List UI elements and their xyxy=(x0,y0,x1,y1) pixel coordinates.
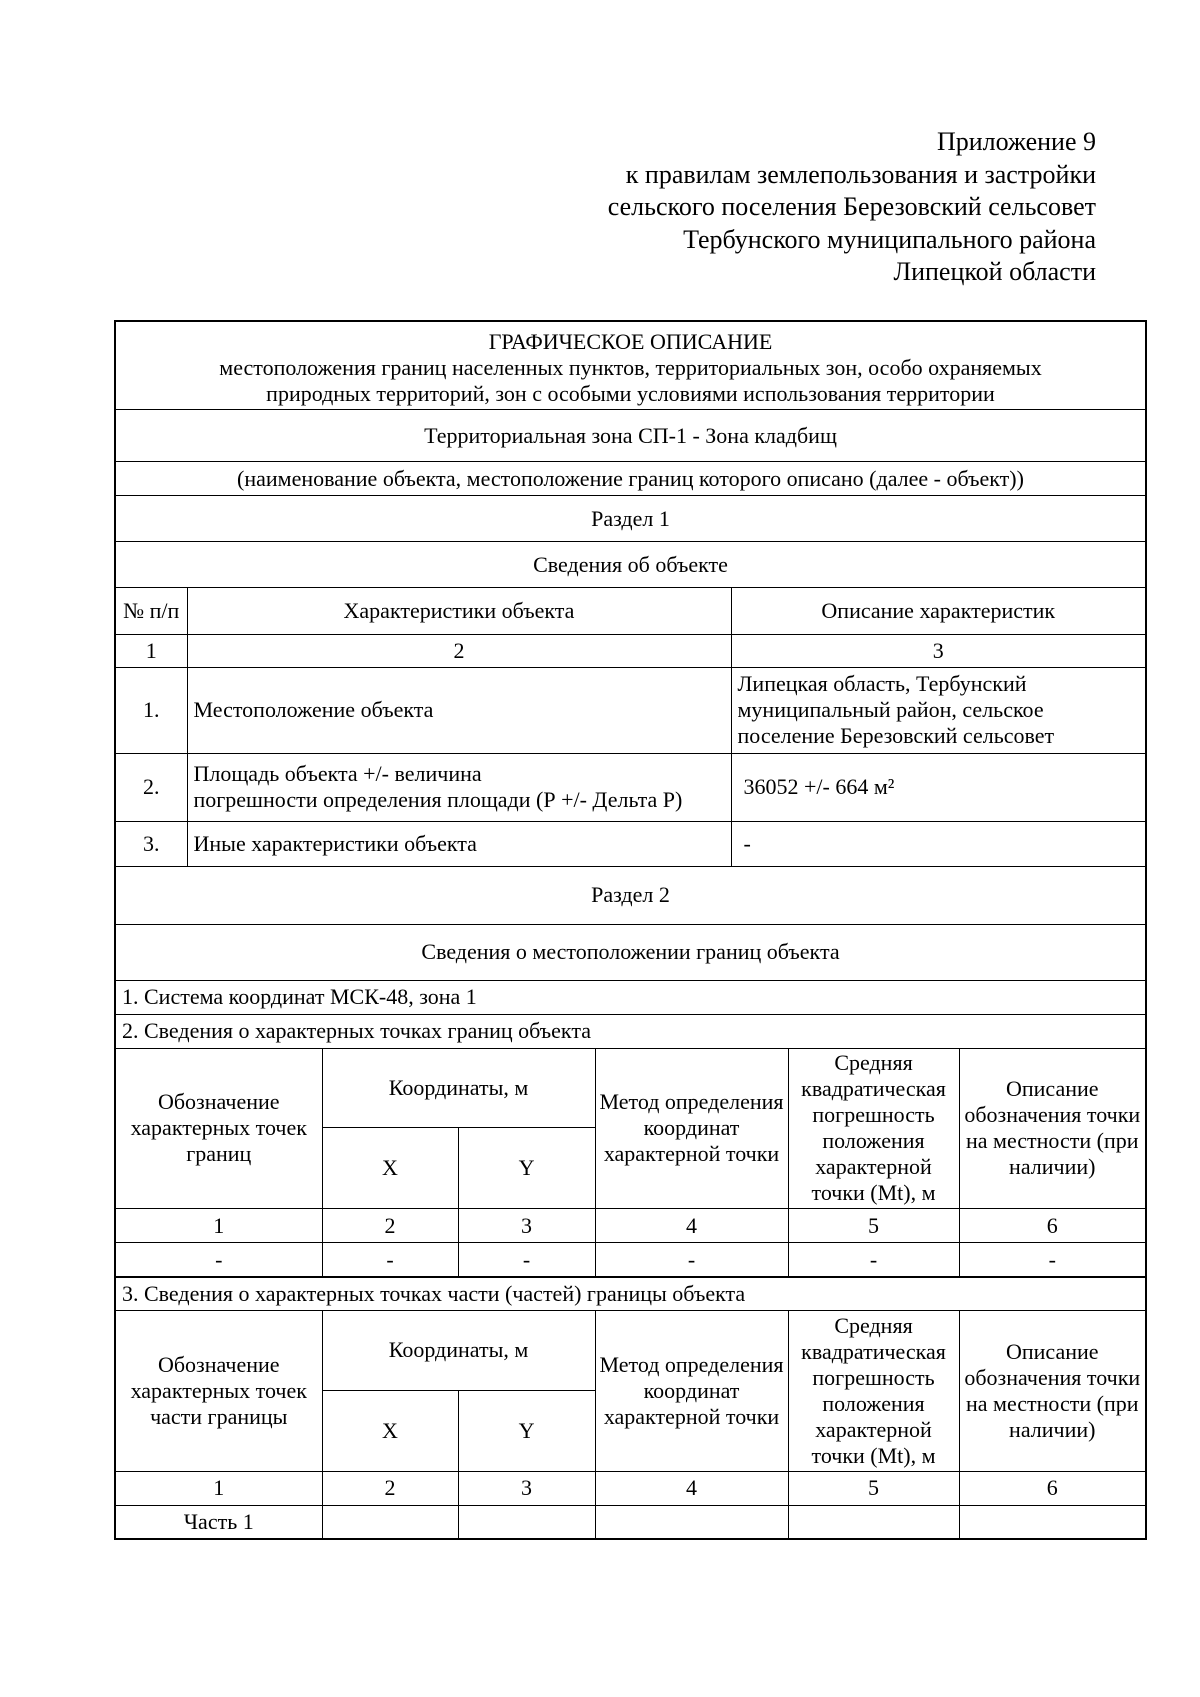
row-number: 3. xyxy=(116,821,187,866)
name-line: погрешности определения площади (Р +/- Дельта Р) xyxy=(193,787,683,812)
points-header-designation: Обозначение характерных точек границ xyxy=(116,1049,322,1209)
name-line: Площадь объекта +/- величина xyxy=(193,761,482,786)
section1-subtitle: Сведения об объекте xyxy=(116,542,1145,588)
header-line: Приложение 9 xyxy=(936,127,1096,156)
characteristic-description: - xyxy=(731,821,1145,866)
part-label: Часть 1 xyxy=(116,1505,322,1538)
row-number: 2. xyxy=(116,753,187,821)
table-cell xyxy=(595,1505,788,1538)
points-table xyxy=(116,1049,1145,1278)
parts-header-method: Метод определения координат характерной точки xyxy=(595,1311,788,1471)
column-number: 4 xyxy=(595,1209,788,1243)
header-line: Тербунского муниципального района xyxy=(683,224,1096,254)
points-header-description: Описание обозначения точки на местности (при наличии) xyxy=(959,1049,1145,1209)
section2-title: Раздел 2 xyxy=(116,867,1145,925)
column-number: 1 xyxy=(116,1471,322,1505)
table-cell xyxy=(458,1505,595,1538)
parts-header-y: Y xyxy=(458,1390,595,1471)
table-header: Описание характеристик xyxy=(731,588,1145,634)
points-header-method: Метод определения координат характерной точки xyxy=(595,1049,788,1209)
table-row xyxy=(116,753,1145,821)
form-title-sub: природных территорий, зон с особыми условиями использования территории xyxy=(266,380,995,406)
table-cell xyxy=(322,1505,458,1538)
object-info-table xyxy=(116,588,1145,867)
points-header-coordinates: Координаты, м xyxy=(322,1049,595,1128)
points-title: 2. Сведения о характерных точках границ объекта xyxy=(116,1015,1145,1049)
table-row xyxy=(116,667,1145,753)
object-name: Территориальная зона СП-1 - Зона кладбищ xyxy=(116,410,1145,462)
parts-header-coordinates: Координаты, м xyxy=(322,1311,595,1390)
column-number: 6 xyxy=(959,1471,1145,1505)
header-line: Липецкой области xyxy=(893,257,1096,286)
column-number: 3 xyxy=(731,634,1145,667)
parts-table xyxy=(116,1311,1145,1538)
coordinate-system: 1. Система координат МСК-48, зона 1 xyxy=(116,981,1145,1015)
graphic-description-form xyxy=(114,320,1147,1540)
characteristic-description xyxy=(731,667,1145,753)
table-row xyxy=(116,1505,1145,1538)
header-line: к правилам землепользования и застройки xyxy=(625,159,1096,189)
parts-header-error: Средняя квадратическая погрешность положения характерной точки (Mt), м xyxy=(788,1311,959,1471)
section1-title: Раздел 1 xyxy=(116,496,1145,542)
description-line: Липецкая область, Тербунский xyxy=(737,671,1027,696)
table-cell: - xyxy=(959,1243,1145,1277)
form-title-main: ГРАФИЧЕСКОЕ ОПИСАНИЕ xyxy=(488,328,773,354)
table-cell: - xyxy=(595,1243,788,1277)
column-number: 2 xyxy=(322,1471,458,1505)
form-title xyxy=(116,322,1145,410)
table-cell: - xyxy=(322,1243,458,1277)
table-row xyxy=(116,1243,1145,1277)
column-number: 3 xyxy=(458,1209,595,1243)
description-line: муниципальный район, сельское xyxy=(737,697,1044,722)
column-number: 4 xyxy=(595,1471,788,1505)
table-cell xyxy=(788,1505,959,1538)
table-cell xyxy=(959,1505,1145,1538)
points-header-error: Средняя квадратическая погрешность положения характерной точки (Mt), м xyxy=(788,1049,959,1209)
column-number: 3 xyxy=(458,1471,595,1505)
object-caption: (наименование объекта, местоположение границ которого описано (далее - объект)) xyxy=(116,462,1145,496)
characteristic-description: 36052 +/- 664 м² xyxy=(731,753,1145,821)
table-header: Характеристики объекта xyxy=(187,588,731,634)
column-number: 1 xyxy=(116,1209,322,1243)
characteristic-name: Местоположение объекта xyxy=(187,667,731,753)
row-number: 1. xyxy=(116,667,187,753)
points-header-y: Y xyxy=(458,1128,595,1209)
characteristic-name: Иные характеристики объекта xyxy=(187,821,731,866)
column-number: 6 xyxy=(959,1209,1145,1243)
section2-subtitle: Сведения о местоположении границ объекта xyxy=(116,925,1145,981)
column-number: 5 xyxy=(788,1209,959,1243)
column-number: 2 xyxy=(187,634,731,667)
description-line: поселение Березовский сельсовет xyxy=(737,723,1055,748)
column-number: 5 xyxy=(788,1471,959,1505)
parts-header-x: X xyxy=(322,1390,458,1471)
document-header xyxy=(608,126,1096,289)
form-title-sub: местоположения границ населенных пунктов, территориальных зон, особо охраняемых xyxy=(219,354,1042,380)
table-row xyxy=(116,821,1145,866)
column-number: 1 xyxy=(116,634,187,667)
points-header-x: X xyxy=(322,1128,458,1209)
table-header: № п/п xyxy=(116,588,187,634)
characteristic-name xyxy=(187,753,731,821)
table-cell: - xyxy=(458,1243,595,1277)
parts-title: 3. Сведения о характерных точках части (частей) границы объекта xyxy=(116,1277,1145,1311)
parts-header-description: Описание обозначения точки на местности (при наличии) xyxy=(959,1311,1145,1471)
table-cell: - xyxy=(788,1243,959,1277)
column-number: 2 xyxy=(322,1209,458,1243)
parts-header-designation: Обозначение характерных точек части границы xyxy=(116,1311,322,1471)
header-line: сельского поселения Березовский сельсовет xyxy=(607,192,1096,221)
table-cell: - xyxy=(116,1243,322,1277)
